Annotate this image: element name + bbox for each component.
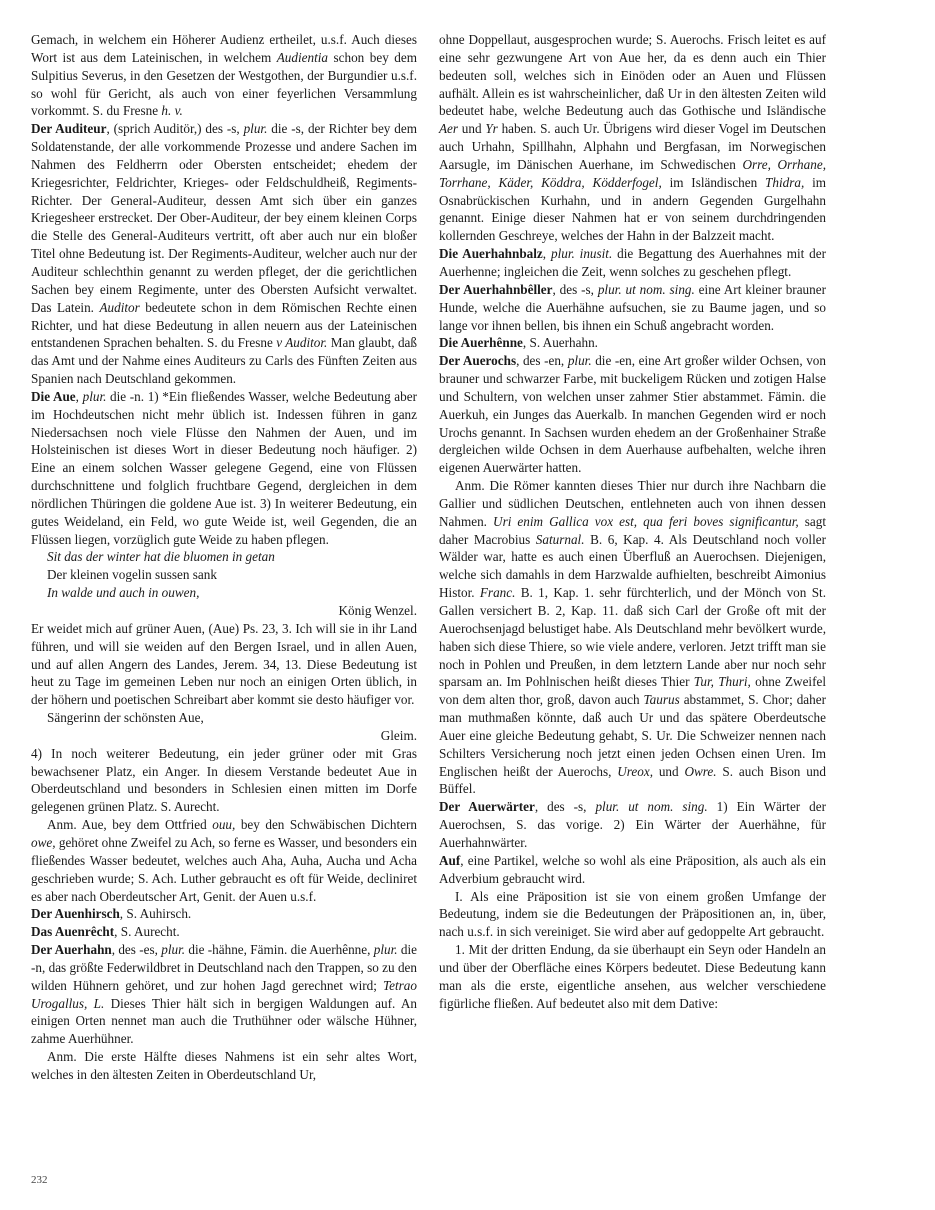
entry-auenhirsch: Der Auenhirsch, S. Auhirsch.	[31, 906, 192, 922]
verse-line-3: In walde und auch in ouwen,	[47, 585, 200, 601]
entry-auerhahnbalz: Die Auerhahnbalz, plur. inusit. die Begattung des Auerhahnes mit der Auerhenne; ingleichen die Zeit, wenn solches zu geschehen pflegt.	[439, 246, 827, 279]
headword-auditeur: Der Auditeur	[31, 121, 107, 137]
headword-auerhahnbeller: Der Auerhahnbêller	[439, 281, 553, 297]
headword-auerhahnbalz: Die Auerhahnbalz	[439, 246, 543, 262]
headword-auerhahn: Der Auerhahn	[31, 942, 112, 958]
entry-aue-continued: Er weidet mich auf grüner Auen, (Aue) Ps. 23, 3. Ich will sie in ihr Land führen, und will sie weiden auf den Bergen Israel, und in allen Auen, und auf allen Angern des Landes, Jerem. 34, 13. Diese Bedeutung ist heut zu Tage im gemeinen Leben nur noch an einigen Orten üblich, in der höhern und poetischen Schreibart aber kommt sie desto häufiger vor.	[31, 620, 417, 708]
entry-auenrecht: Das Auenrêcht, S. Aurecht.	[31, 924, 180, 940]
verse-source-2: Gleim.	[380, 727, 417, 743]
entry-auerwaerter: Der Auerwärter, des -s, plur. ut nom. sing. 1) Ein Wärter der Auerochsen, S. das vorige. 2) Ein Wärter der Auerhähne, für Auerhahnwärter.	[439, 799, 826, 850]
right-column	[439, 31, 826, 1012]
headword-auenrecht: Das Auenrêcht	[31, 924, 115, 940]
note-aue: Anm. Aue, bey dem Ottfried ouu, bey den Schwäbischen Dichtern owe, gehöret ohne Zweifel zu Ach, so ferne es Wasser, und besonders ein fließendes Wasser bedeutet, welches auch Aha, Auha, Aucha und Acha geschrieben wurde; S. Ach. Luther gebraucht es oft für Weide, decliniret es aber nach Oberdeutscher Art, Genit. der Auen u.s.f.	[31, 817, 417, 904]
headword-aue: Die Aue	[31, 388, 76, 404]
verse-line-4: Sängerinn der schönsten Aue,	[47, 710, 204, 726]
entry-auerochs: Der Auerochs, des -en, plur. die -en, eine Art großer wilder Ochsen, von brauner und schwarzer Farbe, mit buckeligem Rücken und zotigen Halse und Schultern, von welchen unser zahmer Stier abstammet. Fämin. die Auerkuh, ein Junges das Auerkalb. In manchen Gegenden wird er noch Urochs genannt. In Sachsen wurden ehedem an der Großenhainer Straße dergleichen wilde Ochsen in dem Auerhause aufbehalten, welche ihren eigenen Auerwärter hatten.	[439, 353, 826, 476]
entry-auerhahn: Der Auerhahn, des -es, plur. die -hähne, Fämin. die Auerhênne, plur. die -n, das größte Federwildbret in Deutschland nach den Trappen, so zu den wilden Hühnern gehöret, und zur hohen Jagd gerechnet wird; Tetrao Urogallus, L. Dieses Thier hält sich in bergigen Waldungen auf. An einigen Orten nennet man auch die Truthühner oder wälsche Hühner, zahme Auerhühner.	[31, 942, 417, 1047]
headword-auerhenne: Die Auerhênne	[439, 335, 523, 351]
left-column	[31, 31, 417, 1084]
entry-auerhenne: Die Auerhênne, S. Auerhahn.	[439, 335, 598, 351]
entry-auf-section-1: I. Als eine Präposition ist sie von einem großen Umfange der Bedeutung, indem sie die Bedeutungen der Präpositionen an, in, über, nach u.s.f. in sich vereiniget. Sie wird aber auf gedoppelte Art gebraucht.	[439, 888, 826, 940]
verse-line-2: Der kleinen vogelin sussen sank	[47, 567, 217, 583]
note-auerochs: Anm. Die Römer kannten dieses Thier nur durch ihre Nachbarn die Gallier und südlichen Deutschen, entlehneten auch von ihnen dessen Nahmen. Uri enim Gallica vox est, qua feri boves significantur, sagt daher Macrobius Saturnal. B. 6, Kap. 4. Als Deutschland noch voller Wälder war, hatte es auch einen Überfluß an Auerochsen. Diejenigen, welche sich damahls in dem Harzwalde aufhielten, beschreibt Aimonius Histor. Franc. B. 1, Kap. 1. sehr fürchterlich, und der Mönch von St. Gallen versichert B. 2, Kap. 11. daß sich Carl der Große oft mit der Auerochsenjagd belustiget habe. Als Deutschland mehr bevölkert wurde, haben sich diese Thiere, so wie viele andere, verloren. Jetzt trifft man sie noch in Pohlen und Preußen, in dem letztern Lande aber nur noch sehr sparsam an. Im Pohlnischen heißt dieses Thier Tur, Thuri, ohne Zweifel von dem alten thor, groß, davon auch Taurus abstammet, S. Chor; daher man muthmaßen könnte, daß auch Ur und das spätere Oberdeutsche Auer eine gleiche Bedeutung gehabt, S. Ur. Die Schweizer nennen nach Schilters Versicherung noch jetzt einen jeden Ochsen einen Uren. Im Englischen heißt der Auerochs, Ureox, und Owre. S. auch Bison und Büffel.	[439, 478, 827, 797]
headword-auenhirsch: Der Auenhirsch	[31, 906, 120, 922]
headword-auf: Auf	[439, 852, 461, 868]
verse-source-1: König Wenzel.	[338, 603, 417, 618]
entry-auditeur: Der Auditeur, (sprich Auditör,) des -s, plur. die -s, der Richter bey dem Soldatenstande, der alle vorkommende Prozesse und andere Sachen im Nahmen des Feldherrn oder Obersten entscheidet; ehedem der Kriegesrichter, Feldrichter, Krieges- oder Feldschuldheiß, Regiments-Richter. Der General-Auditeur, dessen Amt sich über ein ganzes Kriegesheer erstrecket. Der Ober-Auditeur, der bey einem kleinen Corps die Stelle des General-Auditeurs vertritt, oft aber auch nur ein bloßer Titel ohne Bedeutung ist. Der Regiments-Auditeur, welcher auch nur der Auditeur schlechthin genannt zu werden pfleget, der die gerichtlichen Sachen bey einem Regimente, unter des Obersten Aufsicht verwaltet. Das Latein. Auditor bedeutete schon in dem Römischen Rechte einen Richter, und hat diese Bedeutung in allen neuern aus der Lateinischen entstandenen Sprachen behalten. S. du Fresne v Auditor. Man glaubt, daß das Amt und der Nahme eines Auditeurs zu Carls des Fünften Zeiten aus Spanien nach Deutschland gekommen.	[31, 121, 417, 387]
page-number: 232	[31, 1174, 48, 1186]
note-auerhahn-continued: ohne Doppellaut, ausgesprochen wurde; S. Auerochs. Frisch leitet es auf eine sehr gezwungene Art von Aue her, da es denn auch ein Thier bedeuten soll, welches sich in Einöden oder an Auen und Flüssen aufhält. Allein es ist wahrscheinlicher, daß Ur in den ältesten Zeiten wild bedeutet habe, welche Bedeutung auch das Gothische und Isländische Aer und Yr haben. S. auch Ur. Übrigens wird dieser Vogel im Deutschen auch Urhahn, Spillhahn, Alphahn und Bergfasan, im Norwegischen Aarsugle, im Dänischen Auerhane, im Schwedischen Orre, Orrhane, Torrhane, Käder, Köddra, Ködderfogel, im Isländischen Thidra, im Osnabrückischen Kurhahn, und in andern Gegenden Gurgelhahn genannt. Einige dieser Nahmen hat er von seinem durchdringenden kollernden Geschreye, welches der Hahn in der Balzzeit macht.	[439, 32, 827, 244]
entry-aue-sense-4: 4) In noch weiterer Bedeutung, ein jeder grüner oder mit Gras bewachsener Platz, ein Anger. In diesem Verstande bedeutet Aue in Oberdeutschland und besonders in Schlesien einen mitten im Dorfe gelegenen grünen Platz. S. Aurecht.	[31, 745, 417, 815]
entry-aue: Die Aue, plur. die -n. 1) *Ein fließendes Wasser, welche Bedeutung aber im Hochdeutschen nicht mehr üblich ist. Indessen führen in ganz Niedersachsen noch viele Flüsse den Nahmen der Auen, und im Holsteinischen ist dieses Wort in dieser Bedeutung noch häufiger. 2) Eine an einem solchen Wasser gelegene Gegend, eine von Flüssen durchschnittene und folglich fruchtbare Gegend, dergleichen in dem nördlichen Thüringen die goldene Aue ist. 3) In weiterer Bedeutung, ein gutes Weideland, ein Feld, wo gute Weide ist, weil Gegenden, die an Flüssen liegen, vorzüglich gute Weide zu haben pflegen.	[31, 388, 417, 547]
headword-auerochs: Der Auerochs	[439, 353, 517, 369]
note-auerhahn: Anm. Die erste Hälfte dieses Nahmens ist ein sehr altes Wort, welches in den ältesten Zeiten in Oberdeutschland Ur,	[31, 1049, 417, 1082]
entry-audienz-continuation: Gemach, in welchem ein Höherer Audienz ertheilet, u.s.f. Auch dieses Wort ist aus dem Lateinischen, in welchem Audientia schon bey dem Sulpitius Severus, in den Gesetzen der Westgothen, der Burgundier u.s.f. so wohl für Gericht, als auch von einer feyerlichen Versammlung vorkommt. S. du Fresne h. v.	[31, 32, 417, 119]
entry-auerhahnbeller: Der Auerhahnbêller, des -s, plur. ut nom. sing. eine Art kleiner brauner Hunde, welche die Auerhähne aufsuchen, sie zu Baume jagen, und so lange vor ihnen bellen, bis ihnen ein Schuß angebracht worden.	[439, 281, 826, 333]
headword-auerwaerter: Der Auerwärter	[439, 799, 535, 815]
entry-auf: Auf, eine Partikel, welche so wohl als eine Präposition, als auch als ein Adverbium gebraucht wird.	[439, 852, 826, 886]
entry-auf-subsection-1: 1. Mit der dritten Endung, da sie überhaupt ein Seyn oder Handeln an und über der Oberfläche eines Körpers bedeutet. Diese Bedeutung kann man als die erste, eigentliche ansehen, aus welcher verschiedene figürliche fließen. Auf bedeutet also mit dem Dative:	[439, 942, 826, 1011]
verse-line-1: Sit das der winter hat die bluomen in getan	[47, 549, 275, 565]
